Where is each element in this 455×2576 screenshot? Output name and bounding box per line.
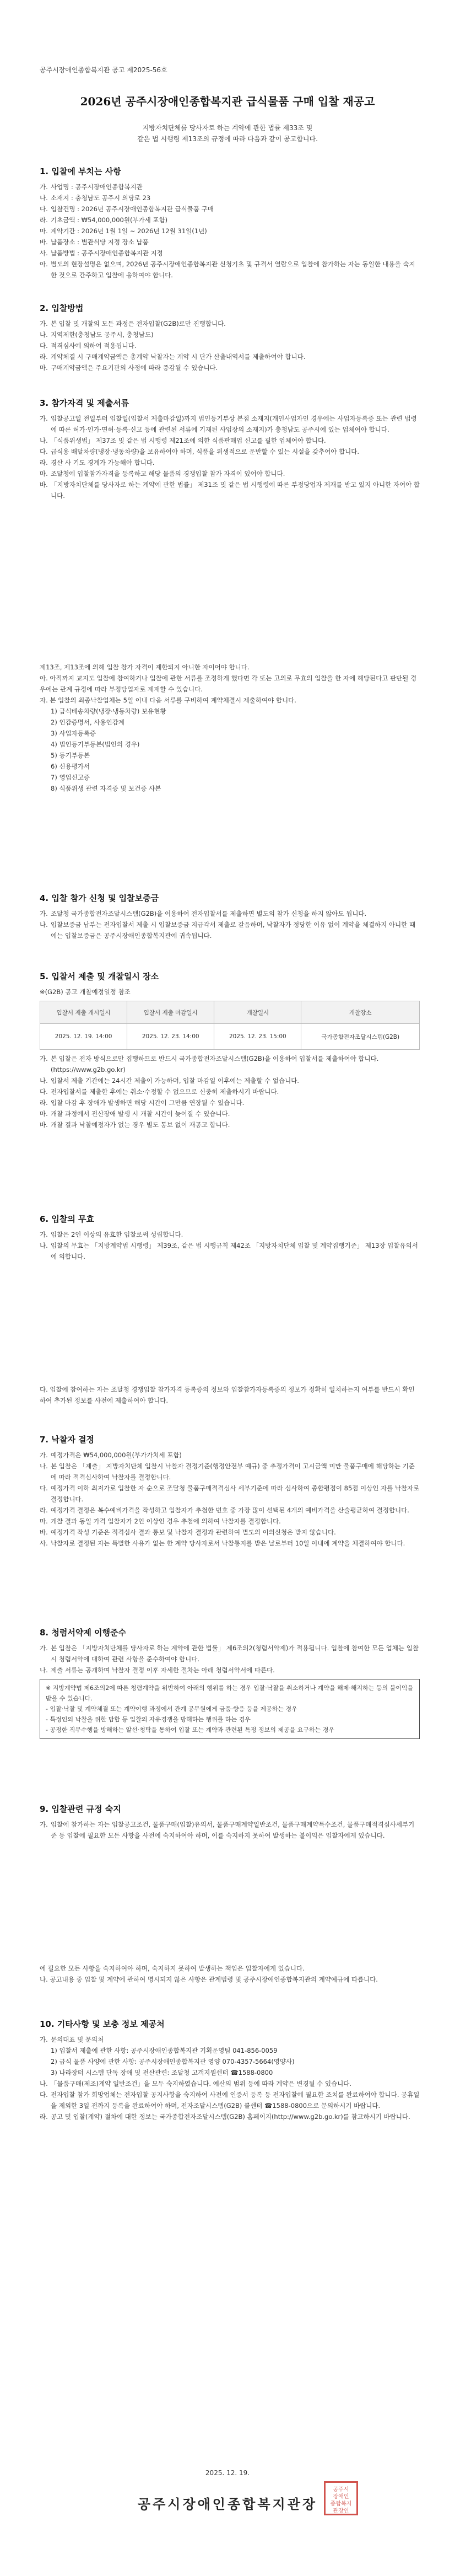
list-item: 사. 납품방법 : 공주시장애인종합복지관 지정 [40,249,163,257]
list-item: 가. 입찰은 2인 이상의 유효한 입찰로써 성립합니다. [40,1231,183,1238]
document-list-item: 6) 신용평가서 [51,763,90,770]
list-item: 나. 입찰의 무효는 「지방계약법 시행령」 제39조, 같은 법 시행규칙 제42조 「지방자치단체 입찰 및 계약집행기준」 제13장 입찰유의서에 의합니다. [40,1242,418,1260]
table-cell: 2025. 12. 19. 14:00 [40,1024,127,1050]
notice-line: - 입찰·낙찰 및 계약체결 또는 계약이행 과정에서 관계 공무원에게 금품·향응 등을 제공하는 경우 [46,1705,297,1713]
table-cell: 2025. 12. 23. 14:00 [127,1024,214,1050]
list-item: 나. 「식품위생법」 제37조 및 같은 법 시행령 제21조에 의한 식품판매업 신고를 필한 업체여야 합니다. [40,437,326,444]
list-item: 다. 전자입찰서를 제출한 후에는 취소·수정할 수 없으므로 신중히 제출하시기 바랍니다. [40,1088,279,1096]
section-heading: 10. 기타사항 및 보충 정보 제공처 [40,2019,165,2029]
paragraph: 자. 본 입찰의 최종낙찰업체는 5일 이내 다음 서류를 구비하여 계약체결시 제출하여야 합니다. [40,696,296,704]
notice-reference-number: 공주시장애인종합복지관 공고 제2025-56호 [40,66,167,74]
document-list-item: 8) 식품위생 관련 자격증 및 보건증 사본 [51,785,161,792]
section-heading: 6. 입찰의 무효 [40,1214,95,1224]
paragraph: 나. 공고내용 중 입찰 및 계약에 관하여 명시되지 않은 사항은 관계법령 및 공주시장애인종합복지관의 계약예규에 따릅니다. [40,1976,378,1983]
list-item: 마. 계약기간 : 2026년 1월 1일 ~ 2026년 12월 31일(1년) [40,227,207,235]
table-header: 개찰장소 [301,1001,420,1024]
document-list-item: 1) 급식배송차량(냉장·냉동차량) 보유현황 [51,707,166,715]
issuer-name: 공주시장애인종합복지관장 [137,2496,318,2512]
section-7 [40,1434,420,1549]
notice-line: ※ 지방계약법 제6조의2에 따른 청렴계약을 위반하여 아래의 행위를 하는 경우 입찰·낙찰을 취소하거나 계약을 해제·해지하는 등의 불이익을 받을 수 있습니다. [46,1684,414,1702]
table-cell: 2025. 12. 23. 15:00 [214,1024,301,1050]
notice-line: - 특정인의 낙찰을 위한 담합 등 입찰의 자유경쟁을 방해하는 행위를 하는 경우 [46,1716,251,1723]
list-item: 나. 제출 서류는 공개하며 낙찰자 결정 이후 자세한 절차는 아래 청렴서약서에 따른다. [40,1666,275,1674]
section-6 [40,1213,420,1262]
contact-item: 3) 나라장터 시스템 단독 장애 및 전산관련: 조달청 고객지원센터 ☎1588-0800 [51,2069,273,2076]
list-item: 라. 경산 사 기도 경계가 가능해야 합니다. [40,459,155,466]
notice-date: 2025. 12. 19. [205,2469,250,2477]
table-header: 입찰서 제출 개시일시 [40,1001,127,1024]
list-item: 가. 사업명 : 공주시장애인종합복지관 [40,183,143,191]
list-item: 가. 예정가격은 ₩54,000,000원(부가가치세 포함) [40,1451,182,1459]
list-item: 라. 기초금액 : ₩54,000,000원(부가세 포함) [40,216,168,224]
list-item: 나. 입찰보증금 납부는 전자입찰서 제출 시 입찰보증금 지급각서 제출로 갈음하며, 낙찰자가 정당한 이유 없이 계약을 체결하지 아니한 때에는 입찰보증금은 공주시장애인종합복지관에 귀속됩니다. [40,921,416,940]
list-item: 다. 전자입찰 참가 희망업체는 전자입찰 공지사항을 숙지하여 사전에 인증서 등록 등 전자입찰에 필요한 조치를 완료하여야 합니다. 공휴일을 제외한 3일 전까지 등록을 완료하여야 하며, 전자조달시스템(G2B) 콜센터 ☎1588-0800으로 문의하시기 바랍니다. [40,2091,420,2110]
list-item: 가. 조달청 국가종합전자조달시스템(G2B)을 이용하여 전자입찰서를 제출하면 별도의 참가 신청을 하지 않아도 됩니다. [40,910,367,917]
section-heading: 7. 낙찰자 결정 [40,1435,95,1445]
document-list-item: 3) 사업자등록증 [51,729,96,737]
integrity-notice-box [40,1679,420,1739]
list-item: 가. 입찰공고일 전일부터 입찰일(입찰서 제출마감일)까지 법인등기부상 본점 소재지(개인사업자인 경우에는 사업자등록증 또는 관련 법령에 따른 허가·인가·면허·등록·신고 등에 관련된 서류에 기재된 사업장의 소재지)가 충청남도 공주시에 있는 업체여야 합니다. [40,415,417,433]
list-item: 바. 개찰 결과 낙찰예정자가 없는 경우 별도 통보 없이 재공고 합니다. [40,1121,230,1129]
list-item: 나. 입찰서 제출 기간에는 24시간 제출이 가능하며, 입찰 마감일 이후에는 제출할 수 없습니다. [40,1077,299,1085]
section-8 [40,1627,420,1739]
table-row [40,1024,420,1050]
list-item: 라. 계약체결 시 구매계약금액은 총계약 낙찰자는 계약 시 단가 산출내역서를 제출하여야 합니다. [40,353,306,361]
list-item: 나. 「물품구매(제조)계약 일반조건」을 모두 숙지하였습니다. 예산의 범위 등에 따라 계약은 변경될 수 있습니다. [40,2080,352,2087]
section-heading: 4. 입찰 참가 신청 및 입찰보증금 [40,893,159,903]
section-heading: 2. 입찰방법 [40,303,84,313]
section-9-continued [40,1963,420,1985]
list-item: 라. 예정가격 결정은 복수예비가격을 작성하고 입찰자가 추첨한 번호 중 가장 많이 선택된 4개의 예비가격을 산술평균하여 결정합니다. [40,1506,409,1514]
section-heading: 8. 청렴서약제 이행준수 [40,1628,126,1638]
list-item: 나. 본 입찰은 「제출」 지방자치단체 입찰시 낙찰자 결정기준(행정안전부 예규) 중 추정가격이 고시금액 미만 물품구매에 해당하는 기준에 따라 적격심사하여 낙찰자를 결정합니다. [40,1462,415,1481]
document-list-item: 4) 법인등기부등본(법인의 경우) [51,740,140,748]
paragraph: 제13조, 제13조에 의해 입찰 참가 자격이 제한되지 아니한 자이어야 합니다. [40,663,250,671]
section-3 [40,397,420,501]
list-item: 가. 문의대표 및 문의처 [40,2036,104,2043]
list-item: 아. 별도의 현장설명은 없으며, 2026년 공주시장애인종합복지관 신청기초 및 규격서 열람으로 입찰에 참가하는 자는 동일한 내용을 숙지한 것으로 간주하고 입찰에 응하여야 합니다. [40,260,415,279]
section-heading: 1. 입찰에 부치는 사항 [40,167,121,176]
intro-line: 지방자치단체를 당사자로 하는 계약에 관한 법률 제33조 및 [142,124,313,132]
list-item: 가. 본 입찰은 「지방자치단체를 당사자로 하는 계약에 관한 법률」 제6조의2(청렴서약제)가 적용됩니다. 입찰에 참여한 모든 업체는 입찰 시 청렴서약에 대하여 관련 사항을 준수하여야 합니다. [40,1644,419,1663]
section-3-continued [40,662,420,794]
intro-line: 같은 법 시행령 제13조의 규정에 따라 다음과 같이 공고합니다. [137,135,318,143]
list-item: 가. 본 입찰 및 개찰의 모든 과정은 전자입찰(G2B)로만 진행합니다. [40,320,226,328]
list-item: 나. 지역제한(충청남도 공주시, 충청남도) [40,331,154,339]
section-4 [40,892,420,941]
section-heading: 5. 입찰서 제출 및 개찰일시 장소 [40,972,159,981]
list-item: 다. 급식용 배달차량(냉장·냉동차량)을 보유하여야 하며, 식품을 위생적으로 운반할 수 있는 시설을 갖추어야 합니다. [40,448,360,455]
schedule-table [40,1001,420,1050]
list-item: 라. 공고 및 입찰(계약) 절차에 대한 정보는 국가종합전자조달시스템(G2B) 홈페이지(http://www.g2b.go.kr)를 참고하시기 바랍니다. [40,2113,410,2121]
list-item: 가. 본 입찰은 전자 방식으로만 집행하므로 반드시 국가종합전자조달시스템(G2B)을 이용하여 입찰서를 제출하여야 합니다. (https://www.g2b.go.kr) [40,1055,379,1074]
intro-text [0,122,455,144]
section-heading: 3. 참가자격 및 제출서류 [40,398,129,408]
contact-item: 1) 입찰서 제출에 관한 사항: 공주시장애인종합복지관 기획운영팀 041-856-0059 [51,2047,278,2054]
list-item: 마. 개찰 과정에서 전산장애 발생 시 개찰 시간이 늦어질 수 있습니다. [40,1110,230,1118]
list-item: 다. 예정가격 이하 최저가로 입찰한 자 순으로 조달청 물품구매적격심사 세부기준에 따라 심사하여 종합평점이 85점 이상인 자를 낙찰자로 결정합니다. [40,1484,420,1503]
list-item: 사. 낙찰자로 결정된 자는 특별한 사유가 없는 한 계약 당사자로서 낙찰통지를 받은 날로부터 10일 이내에 계약을 체결하여야 합니다. [40,1539,405,1547]
list-item: 나. 소재지 : 충청남도 공주시 의당로 23 [40,194,151,202]
official-seal-icon: 공주시 장애인 종합복지 관장인 [324,2481,358,2515]
document-list-item: 5) 등기부등본 [51,752,90,759]
list-item: 다. 적격심사에 의하여 적용됩니다. [40,342,137,350]
section-1 [40,165,420,281]
table-header-row [40,1001,420,1024]
table-cell: 국가종합전자조달시스템(G2B) [301,1024,420,1050]
list-item: 바. 「지방자치단체를 당사자로 하는 계약에 관한 법률」 제31조 및 같은 법 시행령에 따른 부정당업자 제재를 받고 있지 아니한 자여야 합니다. [40,481,420,500]
section-9 [40,1803,420,1841]
section-heading: 9. 입찰관련 규정 숙지 [40,1804,121,1814]
document-list-item: 7) 영업신고증 [51,774,90,781]
paragraph: 에 필요한 모든 사항을 숙지하여야 하며, 숙지하지 못하여 발생하는 책임은 입찰자에게 있습니다. [40,1965,305,1972]
section-10 [40,2018,420,2122]
table-header: 개찰일시 [214,1001,301,1024]
document-list-item: 2) 인감증명서, 사용인감계 [51,718,124,726]
list-item: 바. 예정가격 작성 기준은 적격심사 결과 통보 및 낙찰자 결정과 관련하여 별도의 이의신청은 받지 않습니다. [40,1528,336,1536]
table-caption: ※(G2B) 공고 개찰예정일정 참조 [40,988,131,996]
paragraph: 다. 입찰에 참여하는 자는 조달청 경쟁입찰 참가자격 등록증의 정보와 입찰참가자등록증의 정보가 정확히 일치하는지 여부를 반드시 확인하여 추가된 정보를 사전에 제출하여야 합니다. [40,1386,415,1404]
list-item: 다. 입찰건명 : 2026년 공주시장애인종합복지관 급식물품 구매 [40,205,214,213]
list-item: 마. 개찰 결과 동일 가격 입찰자가 2인 이상인 경우 추첨에 의하여 낙찰자를 결정합니다. [40,1517,281,1525]
paragraph: 아. 아직까지 교지도 입찰에 참여하거나 입찰에 관한 서류를 조정하게 했다면 각 또는 고의로 무효의 입찰을 한 자에 해당된다고 판단될 경우에는 관계 규정에 따라 부정당업자로 제재할 수 있습니다. [40,674,417,693]
list-item: 바. 납품장소 : 별관식당 지정 장소 납품 [40,238,149,246]
table-header: 입찰서 제출 마감일시 [127,1001,214,1024]
list-item: 마. 조달청에 입찰참가자격을 등록하고 해당 물품의 경쟁입찰 참가 자격이 있어야 합니다. [40,470,285,477]
list-item: 가. 입찰에 참가하는 자는 입찰공고조건, 물품구매(입찰)유의서, 물품구매계약일반조건, 물품구매계약특수조건, 물품구매적격심사세부기준 등 입찰에 필요한 모든 사항을 사전에 숙지하여야 하며, 이를 숙지하지 못하여 발생하는 불이익은 입찰자에게 있습니다. [40,1821,415,1839]
section-2 [40,302,420,373]
notice-line: - 공정한 직무수행을 방해하는 알선·청탁을 통하여 입찰 또는 계약과 관련된 특정 정보의 제공을 요구하는 경우 [46,1726,334,1734]
list-item: 라. 입찰 마감 후 장애가 발생하면 해당 시간이 그만큼 연장될 수 있습니다. [40,1099,245,1107]
list-item: 마. 구매계약금액은 주요기관의 사정에 따라 증감될 수 있습니다. [40,364,218,372]
contact-item: 2) 급식 물품 사양에 관한 사항: 공주시장애인종합복지관 영양 070-4357-5664(영양사) [51,2058,295,2065]
section-5 [40,970,420,1130]
section-6-continued [40,1384,420,1406]
page-title: 2026년 공주시장애인종합복지관 급식물품 구매 입찰 재공고 [80,95,375,108]
